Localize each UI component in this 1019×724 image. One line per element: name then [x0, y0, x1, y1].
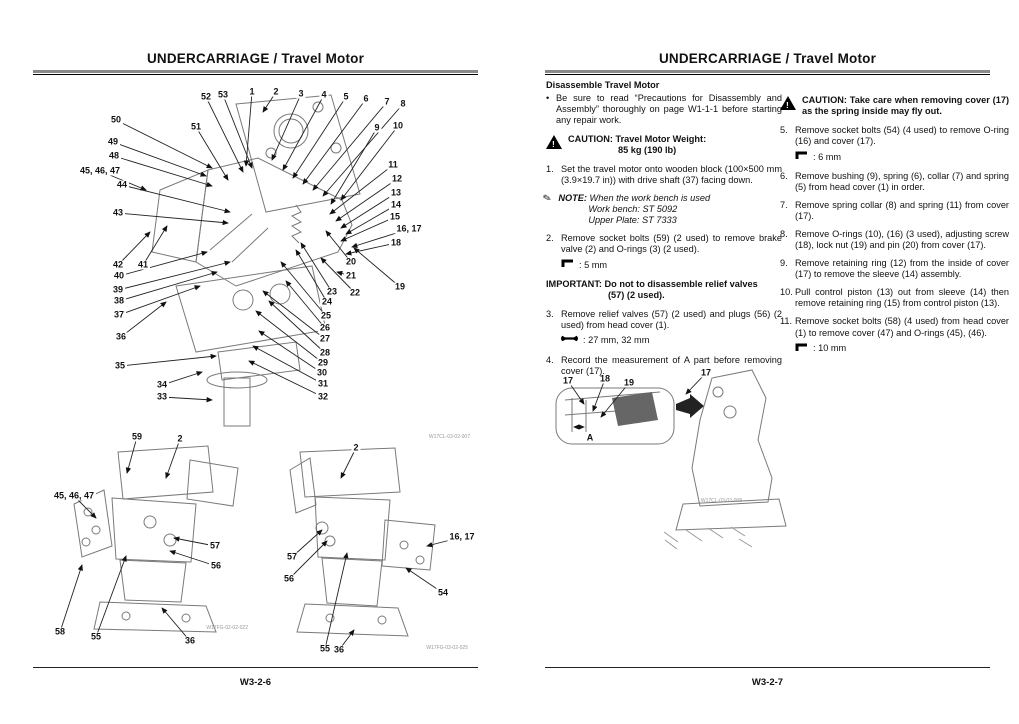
callout-label-exploded-view: 15 [389, 211, 401, 222]
callout-label-exploded-view: 14 [390, 199, 402, 210]
callout-label-exploded-view: 52 [200, 91, 212, 102]
callout-label-exploded-view: 42 [112, 259, 124, 270]
assembled-view-left-drawing [74, 446, 238, 632]
hex-key-icon [795, 343, 808, 355]
callout-label-exploded-view: 33 [156, 391, 168, 402]
step-tool: : 10 mm [795, 343, 1009, 355]
callout-label-assembled-right: 54 [437, 587, 449, 598]
important-line2: (57) (2 used). [608, 290, 665, 301]
callout-label-procedure-figure: 17 [562, 375, 574, 386]
callout-label-exploded-view: 10 [392, 120, 404, 131]
important-label: IMPORTANT: [546, 279, 602, 290]
callout-label-exploded-view: 53 [217, 89, 229, 100]
step-1: 1. Set the travel motor onto wooden block (100×500 mm (3.9×19.7 in)) with drive shaft (37) facing down. [546, 164, 782, 186]
callout-label-exploded-view: 18 [390, 237, 402, 248]
callout-label-exploded-view: 51 [190, 121, 202, 132]
procedure-step: 8. Remove O-rings (10), (16) (3 used), adjusting screw (18), lock nut (19) and pin (20) from cover (17). [780, 229, 1009, 251]
procedure-column-right [780, 95, 1009, 363]
procedure-step: 7. Remove spring collar (8) and spring (11) from cover (17). [780, 200, 1009, 222]
callout-label-exploded-view: 34 [156, 379, 168, 390]
callout-label-exploded-view: 4 [321, 89, 327, 100]
caution-cover-block [780, 95, 1009, 117]
warning-triangle-icon: ! [780, 96, 796, 110]
callout-label-exploded-view: 27 [319, 333, 331, 344]
callout-label-exploded-view: 31 [317, 378, 329, 389]
callout-label-assembled-right: 55 [319, 643, 331, 654]
callout-label-exploded-view: 16, 17 [396, 223, 422, 234]
callout-label-exploded-view: 22 [349, 287, 361, 298]
callout-label-exploded-view: 30 [316, 367, 328, 378]
callout-label-exploded-view: 43 [112, 207, 124, 218]
callout-label-assembled-left: 59 [131, 431, 143, 442]
note-block [541, 192, 782, 226]
callout-label-exploded-view: 20 [345, 256, 357, 267]
hex-key-icon [795, 151, 808, 163]
callout-label-exploded-view: 1 [249, 86, 255, 97]
callout-label-exploded-view: 36 [115, 331, 127, 342]
callout-label-exploded-view: 5 [343, 91, 349, 102]
hex-key-icon [561, 259, 574, 271]
procedure-column-left [541, 80, 782, 384]
callout-label-exploded-view: 2 [273, 86, 279, 97]
right-page-number: W3-2-7 [751, 677, 784, 688]
callout-label-exploded-view: 35 [114, 360, 126, 371]
callout-label-exploded-view: 13 [390, 187, 402, 198]
callout-label-exploded-view: 11 [388, 159, 398, 170]
callout-label-exploded-view: 40 [113, 270, 125, 281]
callout-label-exploded-view: 32 [317, 391, 329, 402]
callout-label-exploded-view: 3 [298, 88, 304, 99]
callout-label-procedure-figure: A [586, 432, 594, 443]
callout-label-exploded-view: 24 [321, 296, 333, 307]
step-tool: : 6 mm [795, 151, 1009, 163]
intro-bullet [546, 93, 782, 126]
callout-label-exploded-view: 38 [113, 295, 125, 306]
step-2-tool: : 5 mm [561, 259, 782, 271]
callout-label-assembled-left: 2 [177, 433, 183, 444]
callout-label-assembled-left: 55 [90, 631, 102, 642]
callout-label-exploded-view: 48 [108, 150, 120, 161]
callout-label-exploded-view: 26 [319, 322, 331, 333]
callout-label-exploded-view: 7 [384, 96, 390, 107]
callout-label-exploded-view: 44 [116, 179, 128, 190]
callout-label-assembled-left: 36 [184, 635, 196, 646]
step-3: 3. Remove relief valves (57) (2 used) and plugs (56) (2 used) from head cover (1). [546, 308, 782, 330]
right-page-title: UNDERCARRIAGE / Travel Motor [658, 51, 877, 66]
procedure-step: 6. Remove bushing (9), spring (6), collar (7) and spring (5) from head cover (1) in order. [780, 171, 1009, 193]
figure-code-exploded: W17CL-03-02-007 [428, 434, 470, 440]
caution-cover-text: CAUTION: Take care when removing cover (17) as the spring inside may fly out. [802, 95, 1009, 117]
callout-label-assembled-right: 57 [286, 551, 298, 562]
pencil-icon: ✎ [541, 192, 553, 206]
callout-label-procedure-figure: 19 [623, 377, 635, 388]
caution-weight-block [546, 134, 782, 156]
figure-code-bottom-right: W17FG-03-02-025 [426, 645, 468, 651]
procedure-figure-drawing [556, 367, 786, 549]
callout-label-procedure-figure: 17 [700, 367, 712, 378]
procedure-step: 11. Remove socket bolts (58) (4 used) from head cover (1) to remove cover (47) and O-rings (45), (46). [780, 316, 1009, 338]
callout-label-exploded-view: 37 [113, 309, 125, 320]
callout-label-exploded-view: 21 [345, 270, 357, 281]
callout-label-assembled-left: 56 [210, 560, 222, 571]
procedure-step: 5. Remove socket bolts (54) (4 used) to remove O-ring (16) and cover (17). [780, 125, 1009, 147]
caution-weight-line1: CAUTION: Travel Motor Weight: [568, 134, 707, 145]
callout-label-assembled-right: 16, 17 [449, 531, 475, 542]
callout-label-exploded-view: 45, 46, 47 [79, 165, 121, 176]
warning-triangle-icon: ! [546, 135, 562, 149]
figure-code-bottom-left: W17FG-02-02-022 [206, 625, 248, 631]
callout-label-assembled-right: 2 [353, 442, 359, 453]
callout-label-assembled-left: 57 [209, 540, 221, 551]
wrench-icon [561, 335, 578, 347]
step-3-tool: : 27 mm, 32 mm [561, 335, 782, 347]
step-4: 4. Record the measurement of A part before removing cover (17). [546, 354, 782, 376]
callout-label-exploded-view: 41 [137, 259, 149, 270]
callout-label-assembled-left: 58 [54, 626, 66, 637]
intro-bullet-text: Be sure to read “Precautions for Disassembly and Assembly” thoroughly on page W1-1-1 before starting any repair work. [556, 93, 782, 126]
callout-label-exploded-view: 29 [317, 357, 329, 368]
steps-5-to-11 [780, 125, 1009, 355]
step-2: 2. Remove socket bolts (59) (2 used) to remove brake valve (2) and O-rings (3) (2 used). [546, 233, 782, 255]
bullet-dot: • [546, 93, 550, 104]
procedure-step: 10. Pull control piston (13) out from sleeve (14) then remove retaining ring (15) from control piston (13). [780, 287, 1009, 309]
callout-label-assembled-right: 56 [283, 573, 295, 584]
left-page-number: W3-2-6 [239, 677, 272, 688]
important-block [546, 279, 782, 301]
callout-label-exploded-view: 9 [374, 122, 380, 133]
callout-label-exploded-view: 39 [112, 284, 124, 295]
callout-label-assembled-left: 45, 46, 47 [53, 490, 95, 501]
figure-code-right-figure: W17CL-03-02-008 [700, 498, 742, 504]
note-label: NOTE: [558, 193, 587, 204]
note-line1: When the work bench is used [589, 193, 711, 204]
callout-label-exploded-view: 12 [391, 173, 403, 184]
callout-label-exploded-view: 50 [110, 114, 122, 125]
callout-label-procedure-figure: 18 [599, 373, 611, 384]
left-page-title: UNDERCARRIAGE / Travel Motor [146, 51, 365, 66]
note-line2: Work bench: ST 5092 [588, 204, 678, 215]
assembled-view-right-drawing [290, 448, 435, 636]
note-line3: Upper Plate: ST 7333 [588, 215, 677, 226]
callout-label-exploded-view: 25 [320, 310, 332, 321]
callout-label-exploded-view: 49 [107, 136, 119, 147]
section-title: Disassemble Travel Motor [546, 80, 660, 90]
callout-label-assembled-right: 36 [333, 644, 345, 655]
procedure-step: 9. Remove retaining ring (12) from the inside of cover (17) to remove the sleeve (14) assembly. [780, 258, 1009, 280]
callout-label-exploded-view: 6 [363, 93, 369, 104]
callout-label-exploded-view: 19 [394, 281, 406, 292]
caution-weight-line2: 85 kg (190 lb) [618, 145, 677, 156]
callout-label-exploded-view: 8 [400, 98, 406, 109]
callout-label-exploded-view: 23 [326, 286, 338, 297]
callout-label-exploded-view: 28 [319, 347, 331, 358]
important-line1: Do not to disassemble relief valves [604, 279, 758, 290]
